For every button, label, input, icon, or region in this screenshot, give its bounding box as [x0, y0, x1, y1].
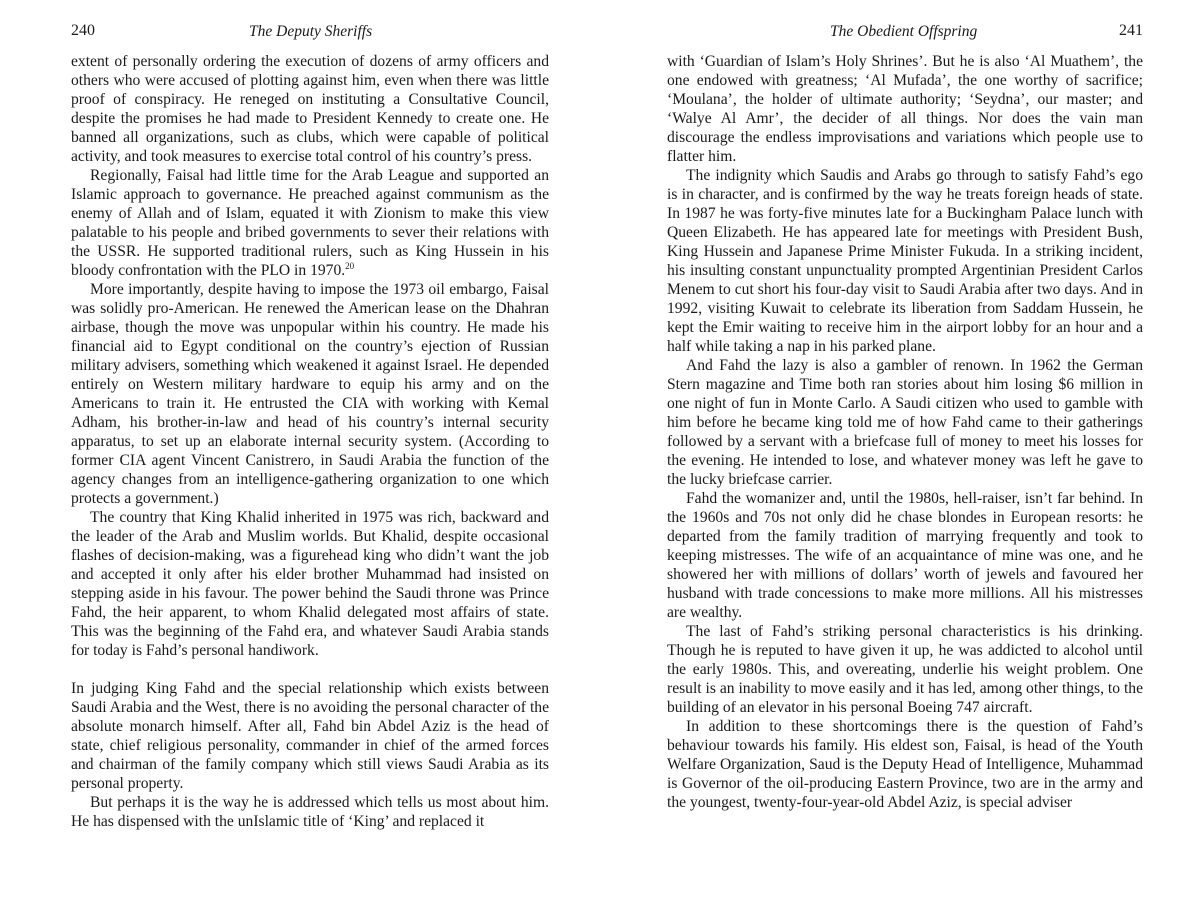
body-text: [667, 52, 1143, 812]
paragraph: [71, 52, 549, 166]
paragraph: [71, 793, 549, 831]
paragraph: [71, 166, 549, 280]
paragraph: [71, 280, 549, 508]
left-page: [71, 18, 549, 831]
page-number: 241: [1119, 22, 1143, 39]
running-head: [667, 18, 1143, 52]
footnote-marker: 20: [345, 260, 355, 271]
paragraph-text: with ‘Guardian of Islam’s Holy Shrines’. But he is also ‘Al Muathem’, the one endowed with greatness; ‘Al Mufada’, the one worthy of sacrifice; ‘Moulana’, the holder of ultimate authority; ‘Seydna’, our master; and ‘Walye Al Amr’, the decider of all things. Nor does the vain man discourage the endless improvisations and variations which people use to flatter him.: [667, 53, 1143, 165]
paragraph-text: More importantly, despite having to impose the 1973 oil embargo, Faisal was solidly pro-American. He renewed the American lease on the Dhahran airbase, though the move was unpopular within his country. He made his financial aid to Egypt conditional on the country’s ejection of Russian military advisers, something which weakened it against Israel. He depended entirely on Western military hardware to equip his army and on the Americans to train it. He entrusted the CIA with working with Kemal Adham, his brother-in-law and head of his country’s internal security apparatus, to set up an elaborate internal security system. (According to former CIA agent Vincent Canistrero, in Saudi Arabia the function of the agency changes from an intelligence-gathering organization to one which protects a government.): [71, 281, 549, 507]
paragraph-text: The indignity which Saudis and Arabs go through to satisfy Fahd’s ego is in character, and is confirmed by the way he treats foreign heads of state. In 1987 he was forty-five minutes late for a Buckingham Palace lunch with Queen Elizabeth. He has appeared late for meetings with President Bush, King Hussein and Japanese Prime Minister Fukuda. In a striking incident, his insulting constant unpunctuality prompted Argentinian President Carlos Menem to cut short his four-day visit to Saudi Arabia after two days. And in 1992, visiting Kuwait to celebrate its liberation from Saddam Hussein, he kept the Emir waiting to receive him in the airport lobby for an hour and a half while taking a nap in his parked plane.: [667, 167, 1143, 355]
running-title: The Obedient Offspring: [830, 23, 978, 40]
paragraph: [667, 166, 1143, 356]
running-title: The Deputy Sheriffs: [249, 23, 373, 40]
paragraph-text: Regionally, Faisal had little time for the Arab League and supported an Islamic approach to governance. He preached against communism as the enemy of Allah and of Islam, equated it with Zionism to make this view palatable to his people and bribed governments to sever their relations with the USSR. He supported traditional rulers, such as King Hussein in his bloody confrontation with the PLO in 1970.: [71, 167, 549, 279]
paragraph-text: But perhaps it is the way he is addressed which tells us most about him. He has dispensed with the unIslamic title of ‘King’ and replaced it: [71, 794, 549, 830]
paragraph: [667, 356, 1143, 489]
paragraph: [71, 679, 549, 793]
paragraph: [667, 717, 1143, 812]
paragraph: [667, 52, 1143, 166]
paragraph: [71, 508, 549, 660]
page-number: 240: [71, 22, 95, 39]
paragraph: [667, 622, 1143, 717]
paragraph-text: Fahd the womanizer and, until the 1980s, hell-raiser, isn’t far behind. In the 1960s and 70s not only did he chase blondes in European resorts: he departed from the family tradition of marrying frequently and took to keeping mistresses. The wife of an acquaintance of mine was one, and he showered her with millions of dollars’ worth of jewels and favoured her husband with trade concessions to make more millions. All his mistresses are wealthy.: [667, 490, 1143, 621]
running-head: [71, 18, 549, 52]
paragraph-text: In addition to these shortcomings there is the question of Fahd’s behaviour towards his family. His eldest son, Faisal, is head of the Youth Welfare Organization, Saud is the Deputy Head of Intelligence, Muhammad is Governor of the oil-producing Eastern Province, two are in the army and the youngest, twenty-four-year-old Abdel Aziz, is special adviser: [667, 718, 1143, 811]
paragraph: [667, 489, 1143, 622]
paragraph-text: In judging King Fahd and the special relationship which exists between Saudi Arabia and the West, there is no avoiding the personal character of the absolute monarch himself. After all, Fahd bin Abdel Aziz is the head of state, chief religious personality, commander in chief of the armed forces and chairman of the family company which still views Saudi Arabia as its personal property.: [71, 680, 549, 792]
right-page: [667, 18, 1143, 812]
paragraph-text: The country that King Khalid inherited in 1975 was rich, backward and the leader of the Arab and Muslim worlds. But Khalid, despite occasional flashes of decision-making, was a figurehead king who didn’t want the job and accepted it only after his elder brother Muhammad had insisted on stepping aside in his favour. The power behind the Saudi throne was Prince Fahd, the heir apparent, to whom Khalid delegated most affairs of state. This was the beginning of the Fahd era, and whatever Saudi Arabia stands for today is Fahd’s personal handiwork.: [71, 509, 549, 659]
body-text: [71, 52, 549, 831]
paragraph-text: The last of Fahd’s striking personal characteristics is his drinking. Though he is reputed to have given it up, he was addicted to alcohol until the early 1980s. This, and overeating, underlie his weight problem. One result is an inability to move easily and it has led, among other things, to the building of an elevator in his personal Boeing 747 aircraft.: [667, 623, 1143, 716]
paragraph-text: And Fahd the lazy is also a gambler of renown. In 1962 the German Stern magazine and Time both ran stories about him losing $6 million in one night of fun in Monte Carlo. A Saudi citizen who used to gamble with him before he became king told me of how Fahd came to their gatherings followed by a servant with a briefcase full of money to meet his losses for the evening. He intended to lose, and whatever money was left he gave to the lucky briefcase carrier.: [667, 357, 1143, 488]
paragraph-text: extent of personally ordering the execution of dozens of army officers and others who were accused of plotting against him, even when there was little proof of conspiracy. He reneged on instituting a Consultative Council, despite the promises he had made to President Kennedy to create one. He banned all organizations, such as clubs, which were capable of political activity, and took measures to exercise total control of his country’s press.: [71, 53, 549, 165]
